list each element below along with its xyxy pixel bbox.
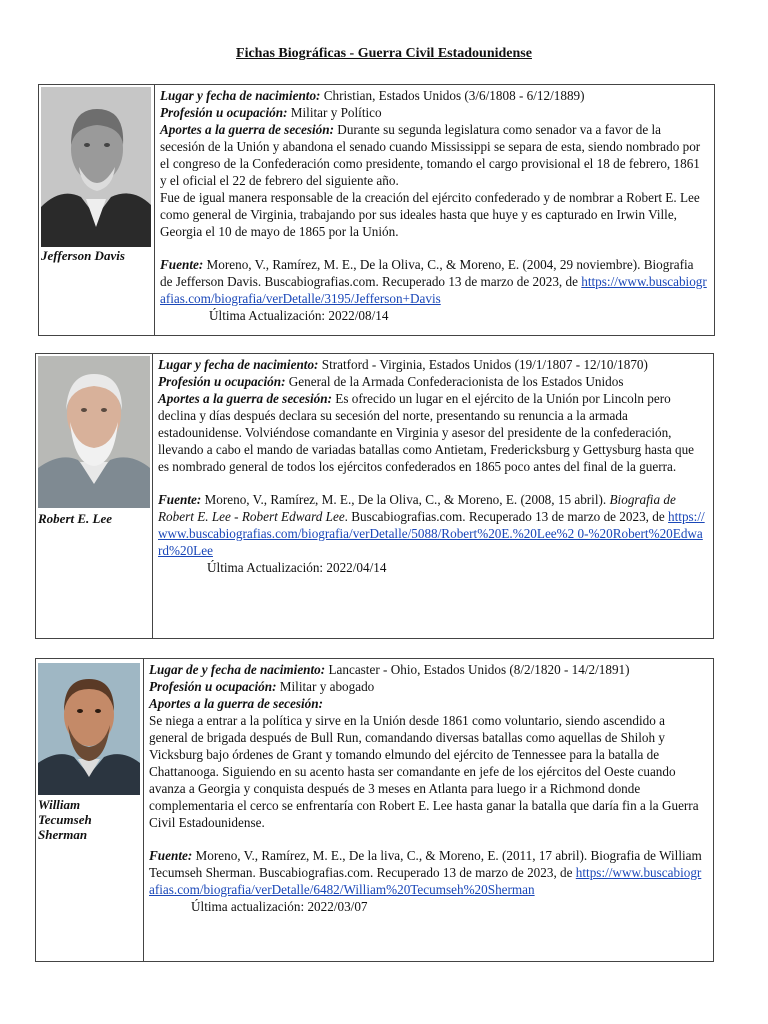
- person-name: Jefferson Davis: [41, 248, 125, 263]
- source-text: Moreno, V., Ramírez, M. E., De la Oliva, C., & Moreno, E. (2004, 29 noviembre). Biografia de Jefferson Davis. Buscabiografias.com. Recuperado 13 de marzo de 2023, de: [160, 257, 694, 289]
- contributions-value: Durante su segunda legislatura como senador va a favor de la secesión de la Unión y abandona el senado cuando Mississippi se separa de esta, siendo nombrado por el congreso de la Confederación como presidente, tomando el cargo provisional el 18 de febrero, 1861 y el oficial el 22 de febrero del siguiente año.: [160, 122, 701, 188]
- source-text-2: . Buscabiografias.com. Recuperado 13 de marzo de 2023, de: [344, 509, 665, 524]
- profession-label: Profesión u ocupación:: [158, 374, 286, 389]
- last-updated: Última actualización: 2022/03/07: [191, 899, 368, 914]
- contributions-label: Aportes a la guerra de secesión:: [149, 696, 323, 711]
- source-link[interactable]: https://www.buscabiografias.com/biografia/verDetalle/3195/Jefferson+Davis: [160, 274, 707, 306]
- contributions-value: Es ofrecido un lugar en el ejército de la Unión por Lincoln pero declina y días después declara su secesión del norte, presentando su renuncia a la armada estadounidense. Volviéndose comandante en Virginia y asesor del presidente de la confederación, llevando a cabo el mando de variadas batallas como Antietam, Fredericksburg y Gettysburg hasta que es nombrado general de todos los ejércitos confederados en 1865 poco antes del final de la guerra.: [158, 391, 695, 474]
- person-name: William Tecumseh Sherman: [38, 797, 92, 842]
- bio-text: [144, 659, 713, 961]
- contributions-continued: Fue de igual manera responsable de la creación del ejército confederado y de nombrar a Robert E. Lee como general de Virginia, trabajando por sus ideales hasta que huye y es capturado en Irwin Ville, Georgia el 10 de mayo de 1865 por la Unión.: [160, 190, 700, 239]
- source-label: Fuente:: [149, 848, 193, 863]
- source-label: Fuente:: [160, 257, 204, 272]
- source-link[interactable]: https://www.buscabiografias.com/biografia/verDetalle/5088/Robert%20E.%20Lee%2 0-%20Robert%20Edward%20Lee: [158, 509, 705, 558]
- bio-card-robert-e-lee: [35, 353, 714, 639]
- last-updated: Última Actualización: 2022/08/14: [209, 308, 389, 323]
- source-text: Moreno, V., Ramírez, M. E., De la liva, C., & Moreno, E. (2011, 17 abril). Biografia de William Tecumseh Sherman. Buscabiografias.com. Recuperado 13 de marzo de 2023, de: [149, 848, 702, 880]
- profession-value: Militar y Político: [290, 105, 382, 120]
- contributions-value: Se niega a entrar a la política y sirve en la Unión desde 1861 como voluntario, siendo ascendido a general de brigada después de Bull Run, comandando diversas batallas como aquellas de Shiloh y Vicksburg bajo órdenes de Grant y tomando elmundo del ejército de Tennessee para la batalla de Chattanooga. Siguiendo en su acento hasta ser comandante en jefe de los ejércitos del Oeste cuando avanza a Georgia y conquista después de 3 meses en Atlanta para luego ir a Richmond donde complementaria el cerco se enfrentaría con Robert E. Lee hasta ganar la batalla que daría fin a la Guerra Civil Estadounidense.: [149, 713, 699, 830]
- bio-text: [153, 354, 713, 638]
- source-label: Fuente:: [158, 492, 202, 507]
- last-updated: Última Actualización: 2022/04/14: [207, 560, 387, 575]
- bio-card-william-tecumseh-sherman: [35, 658, 714, 962]
- portrait-william-tecumseh-sherman: [38, 663, 140, 795]
- source-title: Biografia de Robert E. Lee - Robert Edward Lee: [158, 492, 676, 524]
- bio-text: [155, 85, 714, 335]
- profession-value: Militar y abogado: [279, 679, 375, 694]
- birth-value: Christian, Estados Unidos (3/6/1808 - 6/12/1889): [323, 88, 585, 103]
- contributions-label: Aportes a la guerra de secesión:: [160, 122, 334, 137]
- portrait-robert-e-lee: [38, 356, 150, 508]
- page-title: Fichas Biográficas - Guerra Civil Estadounidense: [236, 46, 532, 61]
- photo-column: [36, 659, 144, 961]
- portrait-jefferson-davis: [41, 87, 151, 247]
- photo-column: [39, 85, 155, 335]
- birth-label: Lugar y fecha de nacimiento:: [160, 88, 321, 103]
- birth-label: Lugar de y fecha de nacimiento:: [149, 662, 326, 677]
- profession-label: Profesión u ocupación:: [149, 679, 277, 694]
- contributions-label: Aportes a la guerra de secesión:: [158, 391, 332, 406]
- person-name: Robert E. Lee: [38, 511, 113, 526]
- source-link[interactable]: https://www.buscabiografias.com/biografia/verDetalle/6482/William%20Tecumseh%20Sherman: [149, 865, 702, 897]
- birth-value: Stratford - Virginia, Estados Unidos (19/1/1807 - 12/10/1870): [321, 357, 648, 372]
- profession-value: General de la Armada Confederacionista de los Estados Unidos: [288, 374, 624, 389]
- birth-label: Lugar y fecha de nacimiento:: [158, 357, 319, 372]
- birth-value: Lancaster - Ohio, Estados Unidos (8/2/1820 - 14/2/1891): [328, 662, 630, 677]
- profession-label: Profesión u ocupación:: [160, 105, 288, 120]
- photo-column: [36, 354, 153, 638]
- bio-card-jefferson-davis: [38, 84, 715, 336]
- source-text: Moreno, V., Ramírez, M. E., De la Oliva, C., & Moreno, E. (2008, 15 abril).: [204, 492, 607, 507]
